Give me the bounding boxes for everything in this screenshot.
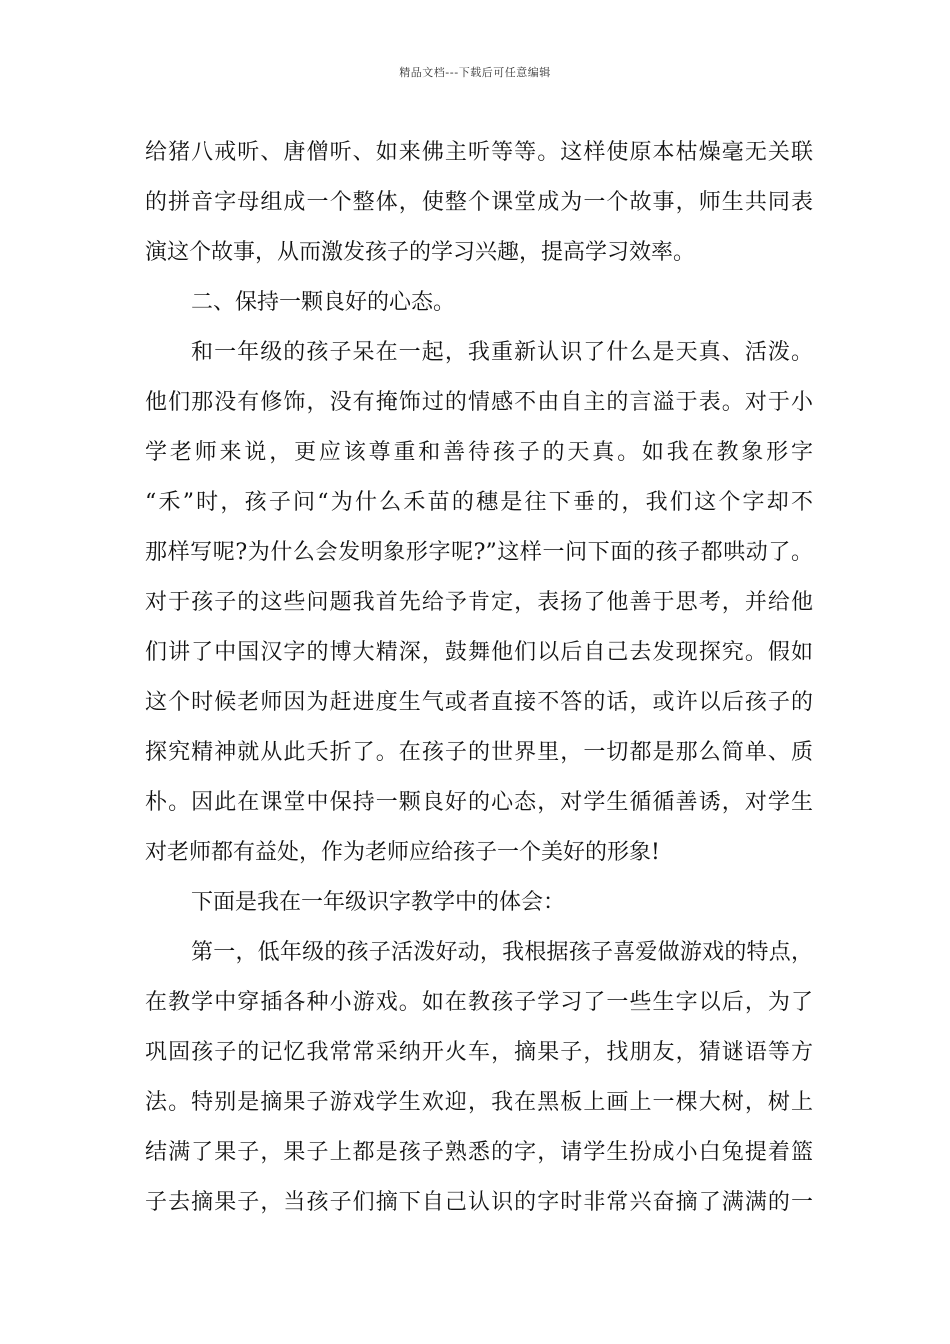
text-line: 对于孩子的这些问题我首先给予肯定，表扬了他善于思考，并给他 bbox=[145, 590, 813, 615]
text-line: 子去摘果子，当孩子们摘下自己认识的字时非常兴奋摘了满满的一 bbox=[145, 1190, 813, 1215]
page-header: 精品文档---下载后可任意编辑 bbox=[399, 66, 551, 79]
text-line: 朴。因此在课堂中保持一颗良好的心态，对学生循循善诱，对学生 bbox=[145, 790, 813, 815]
text-line: 给猪八戒听、唐僧听、如来佛主听等等。这样使原本枯燥毫无关联 bbox=[145, 140, 813, 165]
paragraph-start-line: 和一年级的孩子呆在一起，我重新认识了什么是天真、活泼。 bbox=[191, 340, 813, 365]
text-line: 演这个故事，从而激发孩子的学习兴趣，提高学习效率。 bbox=[145, 240, 696, 265]
text-line: 学老师来说，更应该尊重和善待孩子的天真。如我在教象形字 bbox=[145, 440, 813, 465]
text-line: 法。特别是摘果子游戏学生欢迎，我在黑板上画上一棵大树，树上 bbox=[145, 1090, 813, 1115]
text-line: 在教学中穿插各种小游戏。如在教孩子学习了一些生字以后，为了 bbox=[145, 990, 813, 1015]
text-line: 那样写呢?为什么会发明象形字呢?”这样一问下面的孩子都哄动了。 bbox=[145, 540, 813, 565]
text-line: 这个时候老师因为赶进度生气或者直接不答的话，或许以后孩子的 bbox=[145, 690, 813, 715]
text-line: 结满了果子，果子上都是孩子熟悉的字，请学生扮成小白兔提着篮 bbox=[145, 1140, 813, 1165]
paragraph-start-line: 下面是我在一年级识字教学中的体会： bbox=[191, 890, 566, 915]
document-body bbox=[145, 128, 813, 1228]
text-line: 对老师都有益处，作为老师应给孩子一个美好的形象! bbox=[145, 840, 660, 865]
paragraph-start-line: 第一，低年级的孩子活泼好动，我根据孩子喜爱做游戏的特点， bbox=[191, 940, 813, 965]
text-line: “禾”时，孩子问“为什么禾苗的穗是往下垂的，我们这个字却不 bbox=[145, 490, 813, 515]
text-line: 们讲了中国汉字的博大精深，鼓舞他们以后自己去发现探究。假如 bbox=[145, 640, 813, 665]
text-line: 巩固孩子的记忆我常常采纳开火车，摘果子，找朋友，猜谜语等方 bbox=[145, 1040, 813, 1065]
text-line: 探究精神就从此夭折了。在孩子的世界里，一切都是那么简单、质 bbox=[145, 740, 813, 765]
text-line: 的拼音字母组成一个整体，使整个课堂成为一个故事，师生共同表 bbox=[145, 190, 813, 215]
section-heading: 二、保持一颗良好的心态。 bbox=[191, 290, 456, 315]
text-line: 他们那没有修饰，没有掩饰过的情感不由自主的言溢于表。对于小 bbox=[145, 390, 813, 415]
